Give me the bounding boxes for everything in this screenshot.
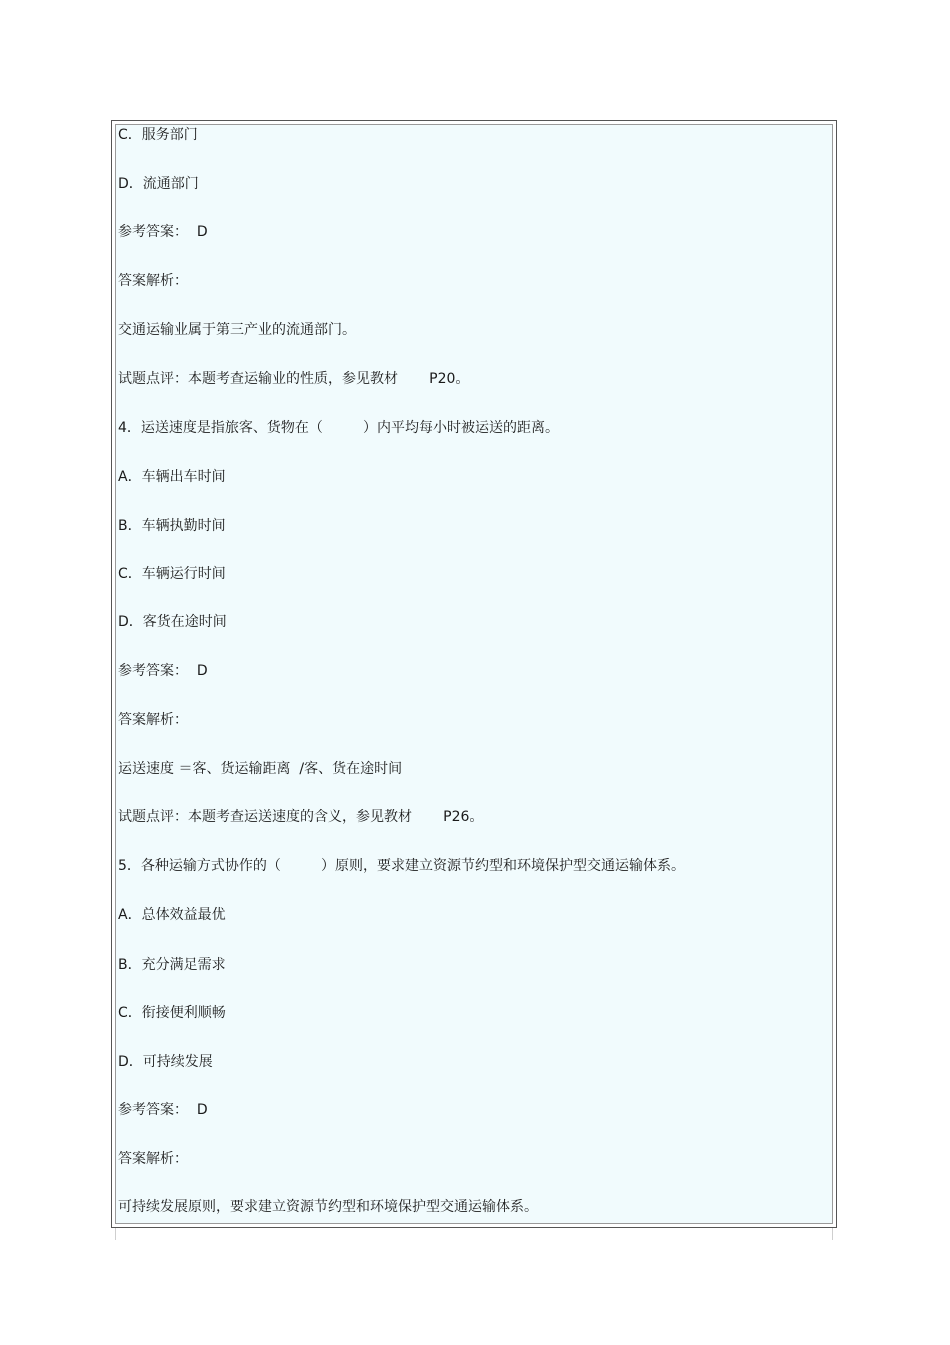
table-border-continuation-left bbox=[115, 1228, 116, 1240]
table-cell bbox=[115, 124, 833, 1224]
option-b-q5: B．充分满足需求 bbox=[118, 957, 226, 973]
analysis-text-q5: 可持续发展原则，要求建立资源节约型和环境保护型交通运输体系。 bbox=[118, 1199, 538, 1215]
analysis-text-q3: 交通运输业属于第三产业的流通部门。 bbox=[118, 322, 356, 338]
analysis-text-q4: 运送速度 ＝客、货运输距离 /客、货在途时间 bbox=[118, 761, 403, 777]
analysis-label-q4: 答案解析： bbox=[118, 712, 188, 728]
option-a-q4: A．车辆出车时间 bbox=[118, 469, 226, 485]
table-border-continuation-right bbox=[832, 1228, 833, 1240]
answer-q5: 参考答案： D bbox=[118, 1102, 208, 1118]
option-c-q5: C．衔接便利顺畅 bbox=[118, 1005, 226, 1021]
option-b-q4: B．车辆执勤时间 bbox=[118, 518, 226, 534]
comment-q4: 试题点评：本题考查运送速度的含义，参见教材 P26。 bbox=[118, 809, 484, 825]
option-d-q3: D．流通部门 bbox=[118, 176, 199, 192]
comment-q3: 试题点评：本题考查运输业的性质，参见教材 P20。 bbox=[118, 371, 470, 387]
option-c-q3: C．服务部门 bbox=[118, 127, 198, 143]
analysis-label-q5: 答案解析： bbox=[118, 1151, 188, 1167]
analysis-label-q3: 答案解析： bbox=[118, 273, 188, 289]
option-c-q4: C．车辆运行时间 bbox=[118, 566, 226, 582]
option-d-q5: D．可持续发展 bbox=[118, 1054, 213, 1070]
option-d-q4: D．客货在途时间 bbox=[118, 614, 227, 630]
question-4: 4．运送速度是指旅客、货物在（ ）内平均每小时被运送的距离。 bbox=[118, 420, 559, 436]
answer-q3: 参考答案： D bbox=[118, 224, 208, 240]
option-a-q5: A．总体效益最优 bbox=[118, 907, 226, 923]
question-5: 5．各种运输方式协作的（ ）原则，要求建立资源节约型和环境保护型交通运输体系。 bbox=[118, 858, 685, 874]
question-table bbox=[111, 120, 837, 1228]
answer-q4: 参考答案： D bbox=[118, 663, 208, 679]
